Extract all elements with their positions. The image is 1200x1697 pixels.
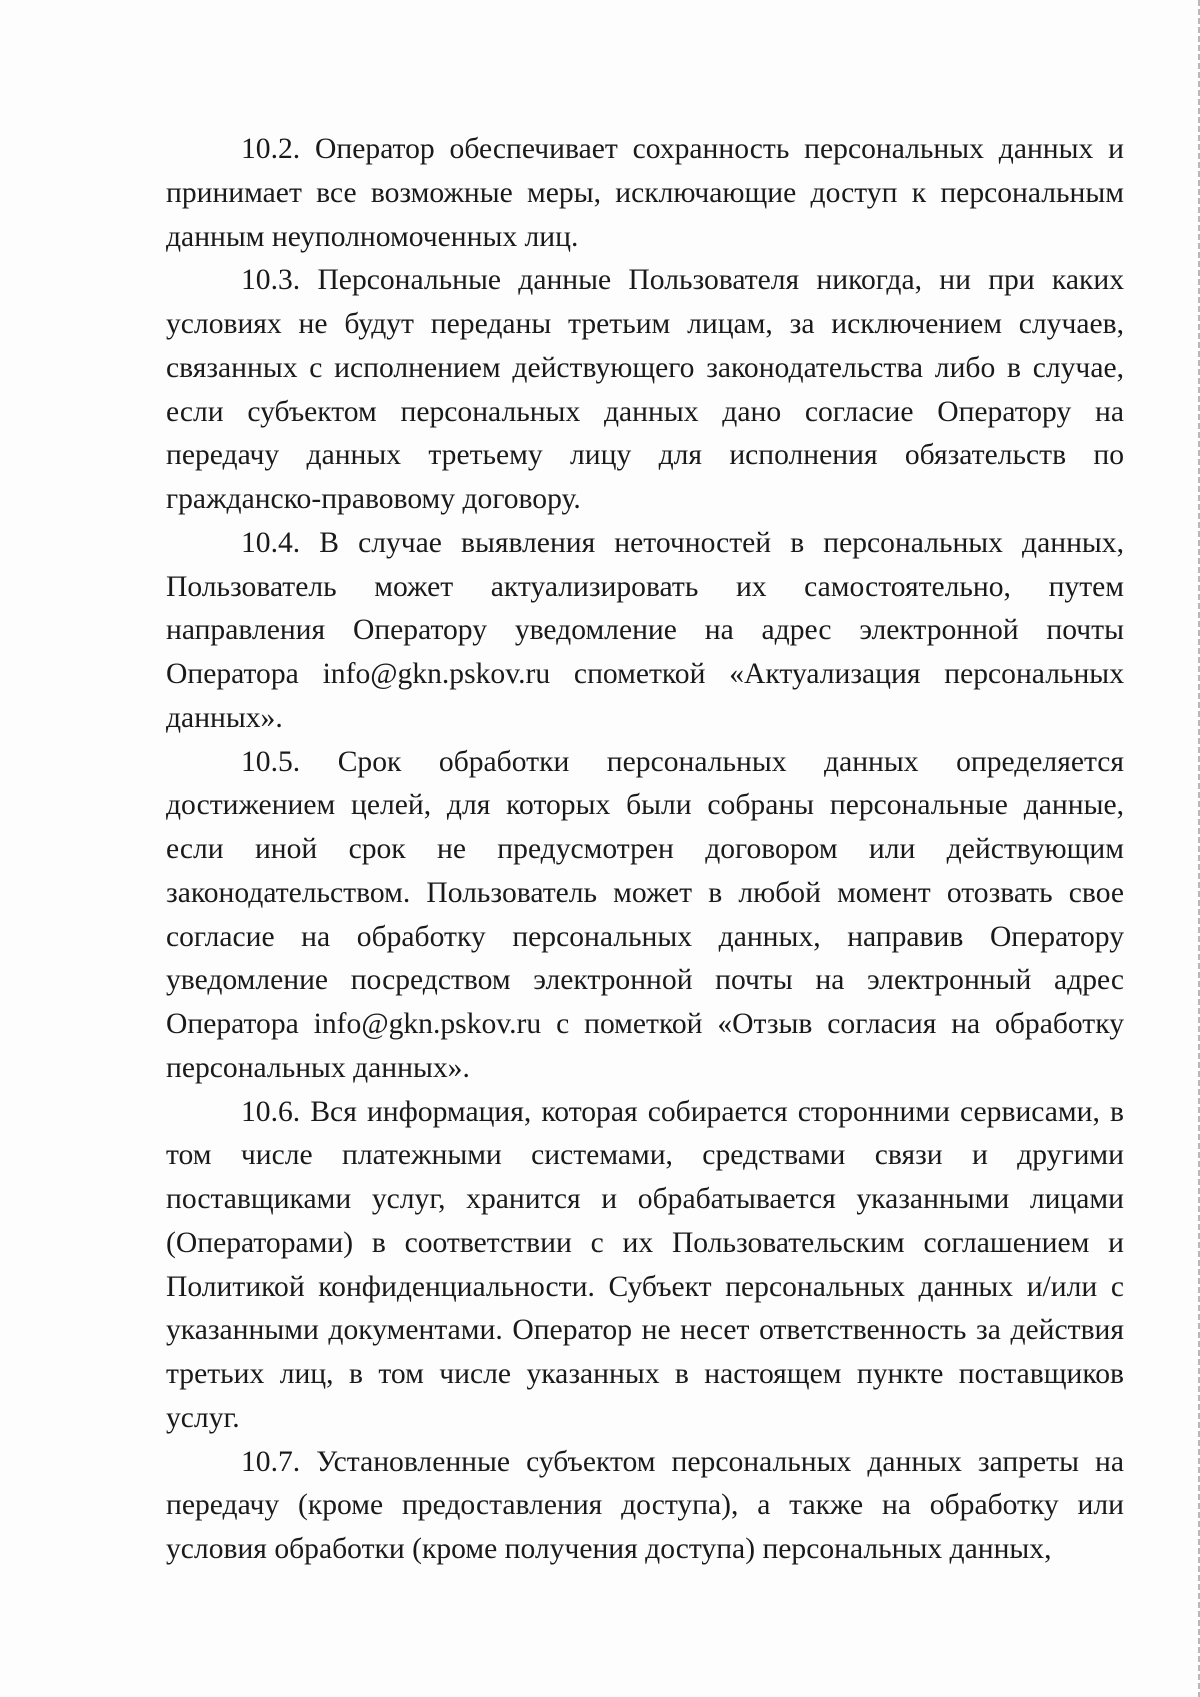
paragraph-10-5: 10.5. Срок обработки персональных данных определяется достижением целей, для которых были собраны персональные данные, если иной срок не предусмотрен договором или действующим законодательством. Пользователь может в любой момент отозвать свое согласие на обработку персональных данных, направив Оператору уведомление посредством электронной почты на электронный адрес Оператора info@gkn.pskov.ru с пометкой «Отзыв согласия на обработку персональных данных». — [166, 745, 1124, 1084]
paragraph-10-2: 10.2. Оператор обеспечивает сохранность персональных данных и принимает все возможные меры, исключающие доступ к персональным данным неуполномоченных лиц. — [166, 133, 1124, 253]
document-body — [166, 128, 1124, 1572]
paragraph-10-7: 10.7. Установленные субъектом персональных данных запреты на передачу (кроме предоставления доступа), а также на обработку или условия обработки (кроме получения доступа) персональных данных, — [166, 1445, 1124, 1565]
paragraph-10-6: 10.6. Вся информация, которая собирается сторонними сервисами, в том числе платежными системами, средствами связи и другими поставщиками услуг, хранится и обрабатывается указанными лицами (Операторами) в соответствии с их Пользовательским соглашением и Политикой конфиденциальности. Субъект персональных данных и/или с указанными документами. Оператор не несет ответственность за действия третьих лиц, в том числе указанных в настоящем пункте поставщиков услуг. — [166, 1095, 1124, 1434]
paragraph-10-3: 10.3. Персональные данные Пользователя никогда, ни при каких условиях не будут переданы третьим лицам, за исключением случаев, связанных с исполнением действующего законодательства либо в случае, если субъектом персональных данных дано согласие Оператору на передачу данных третьему лицу для исполнения обязательств по гражданско-правовому договору. — [166, 264, 1124, 515]
paragraph-10-4: 10.4. В случае выявления неточностей в персональных данных, Пользователь может актуализировать их самостоятельно, путем направления Оператору уведомление на адрес электронной почты Оператора info@gkn.pskov.ru спометкой «Актуализация персональных данных». — [166, 526, 1124, 734]
